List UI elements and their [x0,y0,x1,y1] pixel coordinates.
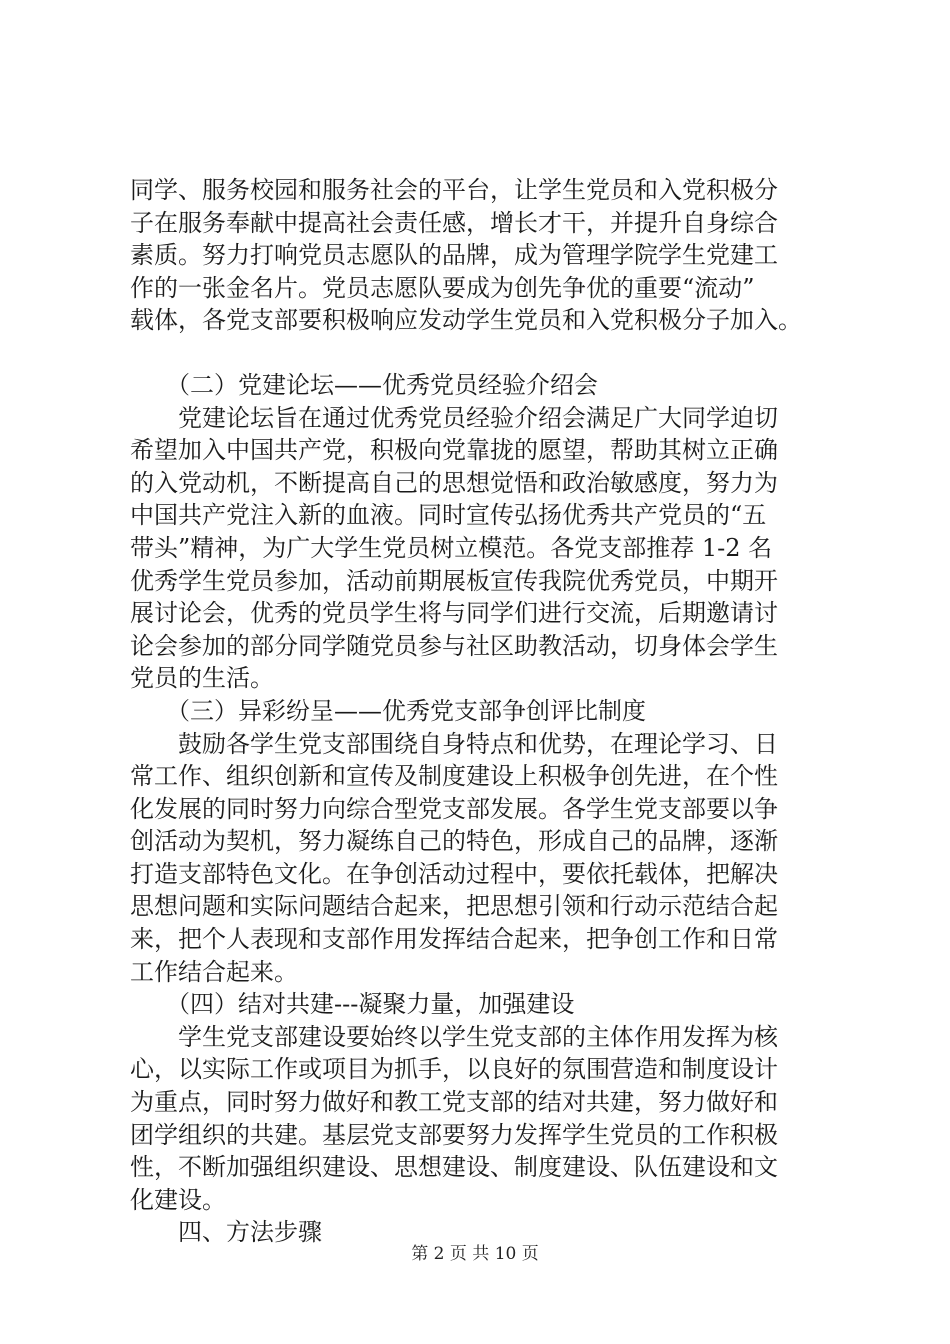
text-line: 常工作、组织创新和宣传及制度建设上积极争创先进，在个性 [130,762,778,791]
text-line: 化发展的同时努力向综合型党支部发展。各学生党支部要以争 [130,794,778,823]
text-line: 中国共产党注入新的血液。同时宣传弘扬优秀共产党员的“五 [130,501,767,530]
text-line: 鼓励各学生党支部围绕自身特点和优势，在理论学习、日 [178,729,778,758]
paragraph-gap [130,337,830,369]
text-line: 展讨论会，优秀的党员学生将与同学们进行交流，后期邀请讨 [130,599,778,628]
text-line: 党员的生活。 [130,664,274,693]
text-line: 工作结合起来。 [130,957,298,986]
text-line: 子在服务奉献中提高社会责任感，增长才干，并提升自身综合 [130,208,778,237]
text-line: 载体，各党支部要积极响应发动学生党员和入党积极分子加入。 [130,306,802,335]
text-line: 为重点，同时努力做好和教工党支部的结对共建，努力做好和 [130,1088,778,1117]
text-line: 创活动为契机，努力凝练自己的特色，形成自己的品牌，逐渐 [130,827,778,856]
text-line: 学生党支部建设要始终以学生党支部的主体作用发挥为核 [178,1022,778,1051]
text-line: 四、方法步骤 [178,1218,322,1247]
text-line: 希望加入中国共产党，积极向党靠拢的愿望，帮助其树立正确 [130,436,778,465]
page-footer [0,1243,950,1265]
text-line: 化建设。 [130,1185,226,1214]
page-number-label: 第 2 页 共 10 页 [411,1244,539,1264]
text-line: （二）党建论坛——优秀党员经验介绍会 [166,370,598,399]
text-line: 心，以实际工作或项目为抓手，以良好的氛围营造和制度设计 [130,1055,778,1084]
text-line: 素质。努力打响党员志愿队的品牌，成为管理学院学生党建工 [130,241,778,270]
text-line: 论会参加的部分同学随党员参与社区助教活动，切身体会学生 [130,631,778,660]
text-line: 带头”精神，为广大学生党员树立模范。各党支部推荐 1-2 名 [130,533,773,562]
text-line: （三）异彩纷呈——优秀党支部争创评比制度 [166,696,646,725]
text-line: 同学、服务校园和服务社会的平台，让学生党员和入党积极分 [130,176,778,204]
text-line: 党建论坛旨在通过优秀党员经验介绍会满足广大同学迫切 [178,403,778,432]
text-line: 性，不断加强组织建设、思想建设、制度建设、队伍建设和文 [130,1153,778,1182]
text-line: 打造支部特色文化。在争创活动过程中，要依托载体，把解决 [130,859,778,888]
text-line: 来，把个人表现和支部作用发挥结合起来，把争创工作和日常 [130,925,778,954]
text-line: 优秀学生党员参加，活动前期展板宣传我院优秀党员，中期开 [130,566,778,595]
text-line: 的入党动机，不断提高自己的思想觉悟和政治敏感度，努力为 [130,468,778,497]
text-line: （四）结对共建---凝聚力量，加强建设 [166,990,575,1019]
document-body [130,174,830,1249]
text-line: 思想问题和实际问题结合起来，把思想引领和行动示范结合起 [130,892,778,921]
text-line: 作的一张金名片。党员志愿队要成为创先争优的重要“流动” [130,273,755,302]
text-line: 团学组织的共建。基层党支部要努力发挥学生党员的工作积极 [130,1120,778,1149]
